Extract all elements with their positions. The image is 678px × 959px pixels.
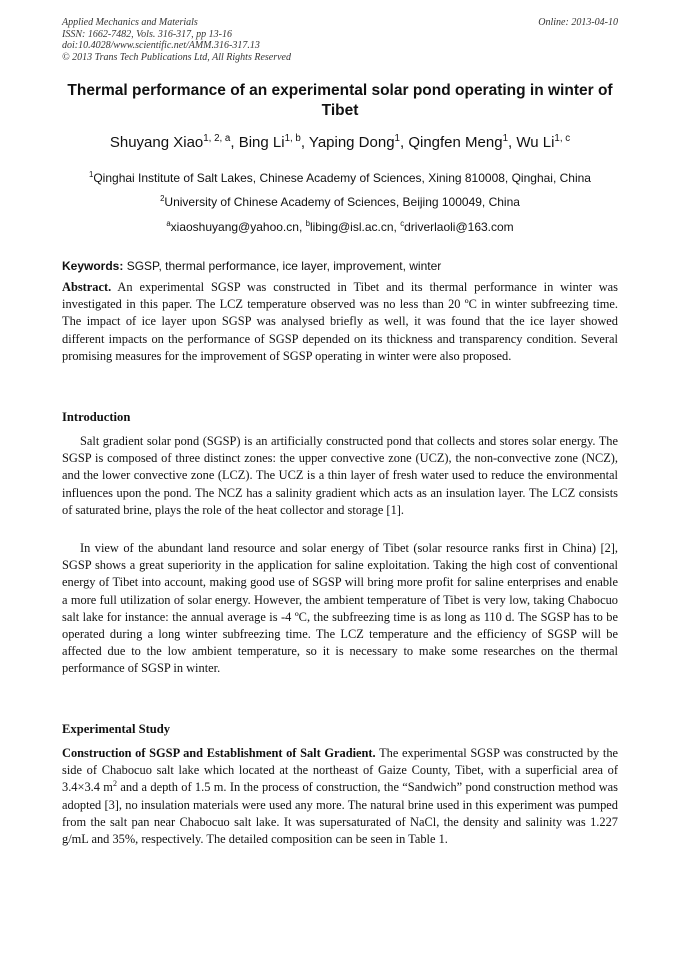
affiliation-sup: 2 <box>160 194 165 203</box>
affiliation-text: Qinghai Institute of Salt Lakes, Chinese Academy of Sciences, Xining 810008, Qinghai, China <box>93 171 591 185</box>
author-affil-sup: 1, 2, a <box>203 133 231 144</box>
email-link[interactable]: libing@isl.ac.cn <box>309 220 394 234</box>
author-affil-sup: 1, c <box>554 133 571 144</box>
author-name: Qingfen Meng <box>408 134 503 151</box>
section-heading-experimental: Experimental Study <box>62 722 171 736</box>
email-sup: b <box>305 219 310 228</box>
author-affil-sup: 1 <box>502 133 508 144</box>
author-name: Yaping Dong <box>308 134 395 151</box>
author-affil-sup: 1 <box>394 133 400 144</box>
email-list: $^a$xiaoshuyang@yahoo.cn, $^b$libing@isl.ac.cn, $^c$driverlaoli@163.com <box>166 219 514 234</box>
email-link[interactable]: driverlaoli@163.com <box>404 220 514 234</box>
keywords-label: Keywords: <box>62 259 124 273</box>
subsection-heading: Construction of SGSP and Establishment of Salt Gradient. <box>62 746 376 760</box>
experimental-text: The experimental SGSP was constructed by the side of Chabocuo salt lake which located at the northeast of Gaize County, Tibet, with a superficial area of 3.4×3.4 m <box>62 746 619 795</box>
online-date: Online: 2013-04-10 <box>538 17 618 28</box>
author-name: Shuyang Xiao <box>109 134 204 151</box>
journal-header <box>62 17 618 63</box>
author-affil-sup: 1, b <box>284 133 301 144</box>
paper-title: Thermal performance of an experimental solar pond operating in winter of Tibet <box>67 82 613 119</box>
journal-doi: doi:10.4028/www.scientific.net/AMM.316-317.13 <box>62 40 260 51</box>
affiliation-1 <box>62 171 618 186</box>
unit-exponent: 2 <box>112 779 117 789</box>
experimental-text: and a depth of 1.5 m. In the process of construction, the “Sandwich” pond construction method was adopted [3], no insulation materials were used any more. The natural brine used in this experiment was pumped from the salt pan near Chabocuo salt lake. It was supersaturated of NaCl, the density and salinity was 1.227 g/mL and 35%, respectively. The detailed composition can be seen in Table 1. <box>62 780 619 847</box>
author-name: Wu Li <box>516 134 555 151</box>
intro-paragraph-1: Salt gradient solar pond (SGSP) is an artificially constructed pond that collects and stores solar energy. The SGSP is composed of three distinct zones: the upper convective zone (UCZ), the non-convective zone (NCZ), and the lower convective zone (LCZ). The UCZ is a thin layer of fresh water used to reduce the environmental influences upon the pond. The NCZ has a salinity gradient which acts as an insulation layer. The LCZ consists of saturated brine, plays the role of the heat collector and storage [1]. <box>62 434 618 517</box>
email-link[interactable]: xiaoshuyang@yahoo.cn <box>170 220 299 234</box>
author-list: Shuyang Xiao$^{1, 2, a}$, Bing Li$^{1, b}$, Yaping Dong$^1$, Qingfen Meng$^1$, Wu Li$^{1, c}$ <box>109 133 571 151</box>
affiliation-text: University of Chinese Academy of Sciences, Beijing 100049, China <box>164 195 520 209</box>
keywords <box>62 259 618 274</box>
abstract <box>62 279 618 365</box>
author-name: Bing Li <box>238 134 285 151</box>
journal-copyright: © 2013 Trans Tech Publications Ltd, All Rights Reserved <box>62 51 291 63</box>
section-heading-introduction: Introduction <box>62 410 131 424</box>
journal-name: Applied Mechanics and Materials <box>62 17 198 28</box>
email-sup: a <box>166 219 171 228</box>
abstract-text: An experimental SGSP was constructed in Tibet and its thermal performance in winter was investigated in this paper. The LCZ temperature observed was no less than 20 ºC in winter subfreezing time. The impact of ice layer upon SGSP was analysed briefly as well, it was found that the ice layer showed different impacts on the performance of SGSP depended on its thickness and transparency condition. Several promising measures for the improvement of SGSP operating in winter were also proposed. <box>62 280 618 363</box>
abstract-label: Abstract. <box>62 280 112 294</box>
intro-paragraph-2: In view of the abundant land resource and solar energy of Tibet (solar resource ranks first in China) [2], SGSP shows a great superiority in the application for saline exploitation. Taking the high cost of conventional energy of Tibet into account, making good use of SGSP will bring more profit for saline enterprises and enable a more full utilization of solar energy. However, the ambient temperature of Tibet is very low, taking Chabocuo salt lake for instance: the annual average is -4 ºC, the subfreezing time is as long as 110 d. The SGSP has to be operated during a long winter subfreezing time. The LCZ temperature and the efficiency of SGSP will be affected due to the low ambient temperature, so it is necessary to make some researches on the thermal performance of SGSP in winter. <box>62 541 618 676</box>
affiliation-2 <box>62 195 618 210</box>
journal-issn: ISSN: 1662-7482, Vols. 316-317, pp 13-16 <box>62 28 232 40</box>
keywords-text: SGSP, thermal performance, ice layer, improvement, winter <box>126 259 442 273</box>
experimental-paragraph-1 <box>62 745 618 848</box>
affiliation-sup: 1 <box>89 170 94 179</box>
email-sup: c <box>400 219 405 228</box>
